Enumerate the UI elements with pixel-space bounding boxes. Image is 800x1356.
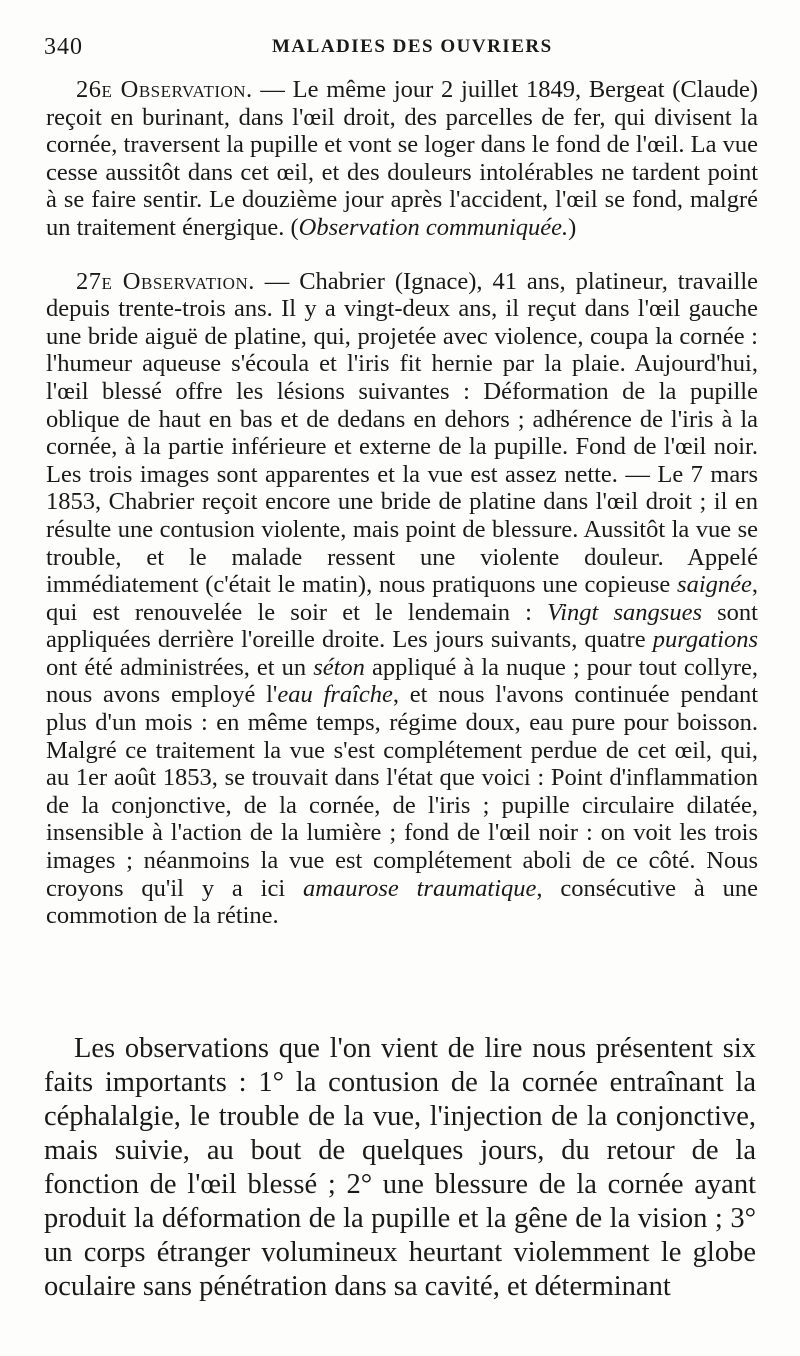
observation-text-end: ) (568, 213, 577, 241)
conclusion-paragraph: Les observations que l'on vient de lire nous présentent six faits importants : 1° la contusion de la cornée entraînant la céphalalgie, le trouble de la vue, l'injection de la conjonctive, mais suivie, au bout de quelques jours, du retour de la fonction de l'œil blessé ; 2° une blessure de la cornée ayant produit la déformation de la pupille et la gêne de la vision ; 3° un corps étranger volumineux heurtant violemment le globe oculaire sans pénétration dans sa cavité, et déterminant (44, 1033, 756, 1302)
emphasis-term: saignée (677, 571, 752, 599)
observation-text: , qui est renouvelée le soir et le lendemain : (46, 571, 758, 626)
emphasis-term: purgations (652, 626, 758, 654)
observation-text: sont appliquées derrière l'oreille droite. Les jours suivants, quatre (46, 598, 758, 654)
observation-text: — Chabrier (Ignace), 41 ans, platineur, travaille depuis trente-trois ans. Il y a vingt-deux ans, il reçut dans l'œil gauche une bride aiguë de platine, qui, projetée avec violence, coupa la cornée : l'humeur aqueuse s'écoula et l'iris fit hernie par la plaie. Aujourd'hui, l'œil blessé offre les lésions suivantes : Déformation de la pupille oblique de haut en bas et de dedans en dehors ; adhérence de l'iris à la cornée, à la partie inférieure et externe de la pupille. Fond de l'œil noir. Les trois images sont apparentes et la vue est assez nette. — Le 7 mars 1853, Chabrier reçoit encore une bride de platine dans l'œil droit ; il en résulte une contusion violente, mais point de blessure. Aussitôt la vue se trouble, et le malade ressent une violente douleur. Appelé immédiatement (c'était le matin), nous pratiquons une copieuse (46, 267, 759, 599)
observations-block (46, 76, 758, 930)
observation-text: — Le même jour 2 juillet 1849, Bergeat (Claude) reçoit en burinant, dans l'œil droit, des parcelles de fer, qui divisent la cornée, traversent la pupille et vont se loger dans le fond de l'œil. La vue cesse aussitôt dans cet œil, et des douleurs intolérables ne tardent point à se faire sentir. Le douzième jour après l'accident, l'œil se fond, malgré un traitement énergique. ( (46, 76, 759, 241)
emphasis-term: séton (313, 653, 365, 681)
running-head: MALADIES DES OUVRIERS (272, 36, 553, 57)
observation-text: , consécutive à une commotion de la rétine. (46, 874, 758, 930)
page-number: 340 (44, 34, 83, 60)
observation-source: Observation communiquée. (298, 213, 569, 241)
observation-text: appliqué à la nuque ; pour tout collyre, nous avons employé l' (46, 653, 758, 709)
page-header (44, 34, 764, 70)
observation-label: 27e Observation. (76, 267, 255, 295)
observation-text: ont été administrées, et un (46, 653, 314, 681)
observation-text: , et nous l'avons continuée pendant plus d'un mois : en même temps, régime doux, eau pure pour boisson. Malgré ce traitement la vue s'est complétement perdue de cet œil, qui, au 1er août 1853, se trouvait dans l'état que voici : Point d'inflammation de la conjonctive, de la cornée, de l'iris ; pupille circulaire dilatée, insensible à l'action de la lumière ; fond de l'œil noir : on voit les trois images ; néanmoins la vue est complétement aboli de ce côté. Nous croyons qu'il y a ici (46, 681, 758, 902)
conclusion-block (44, 1032, 756, 1304)
emphasis-term: amaurose traumatique (303, 874, 537, 902)
observation-label: 26e Observation. (76, 76, 253, 103)
emphasis-term: Vingt sangsues (547, 598, 702, 626)
observation-26 (46, 76, 758, 242)
observation-27 (46, 268, 758, 930)
emphasis-term: eau fraîche (277, 681, 393, 709)
